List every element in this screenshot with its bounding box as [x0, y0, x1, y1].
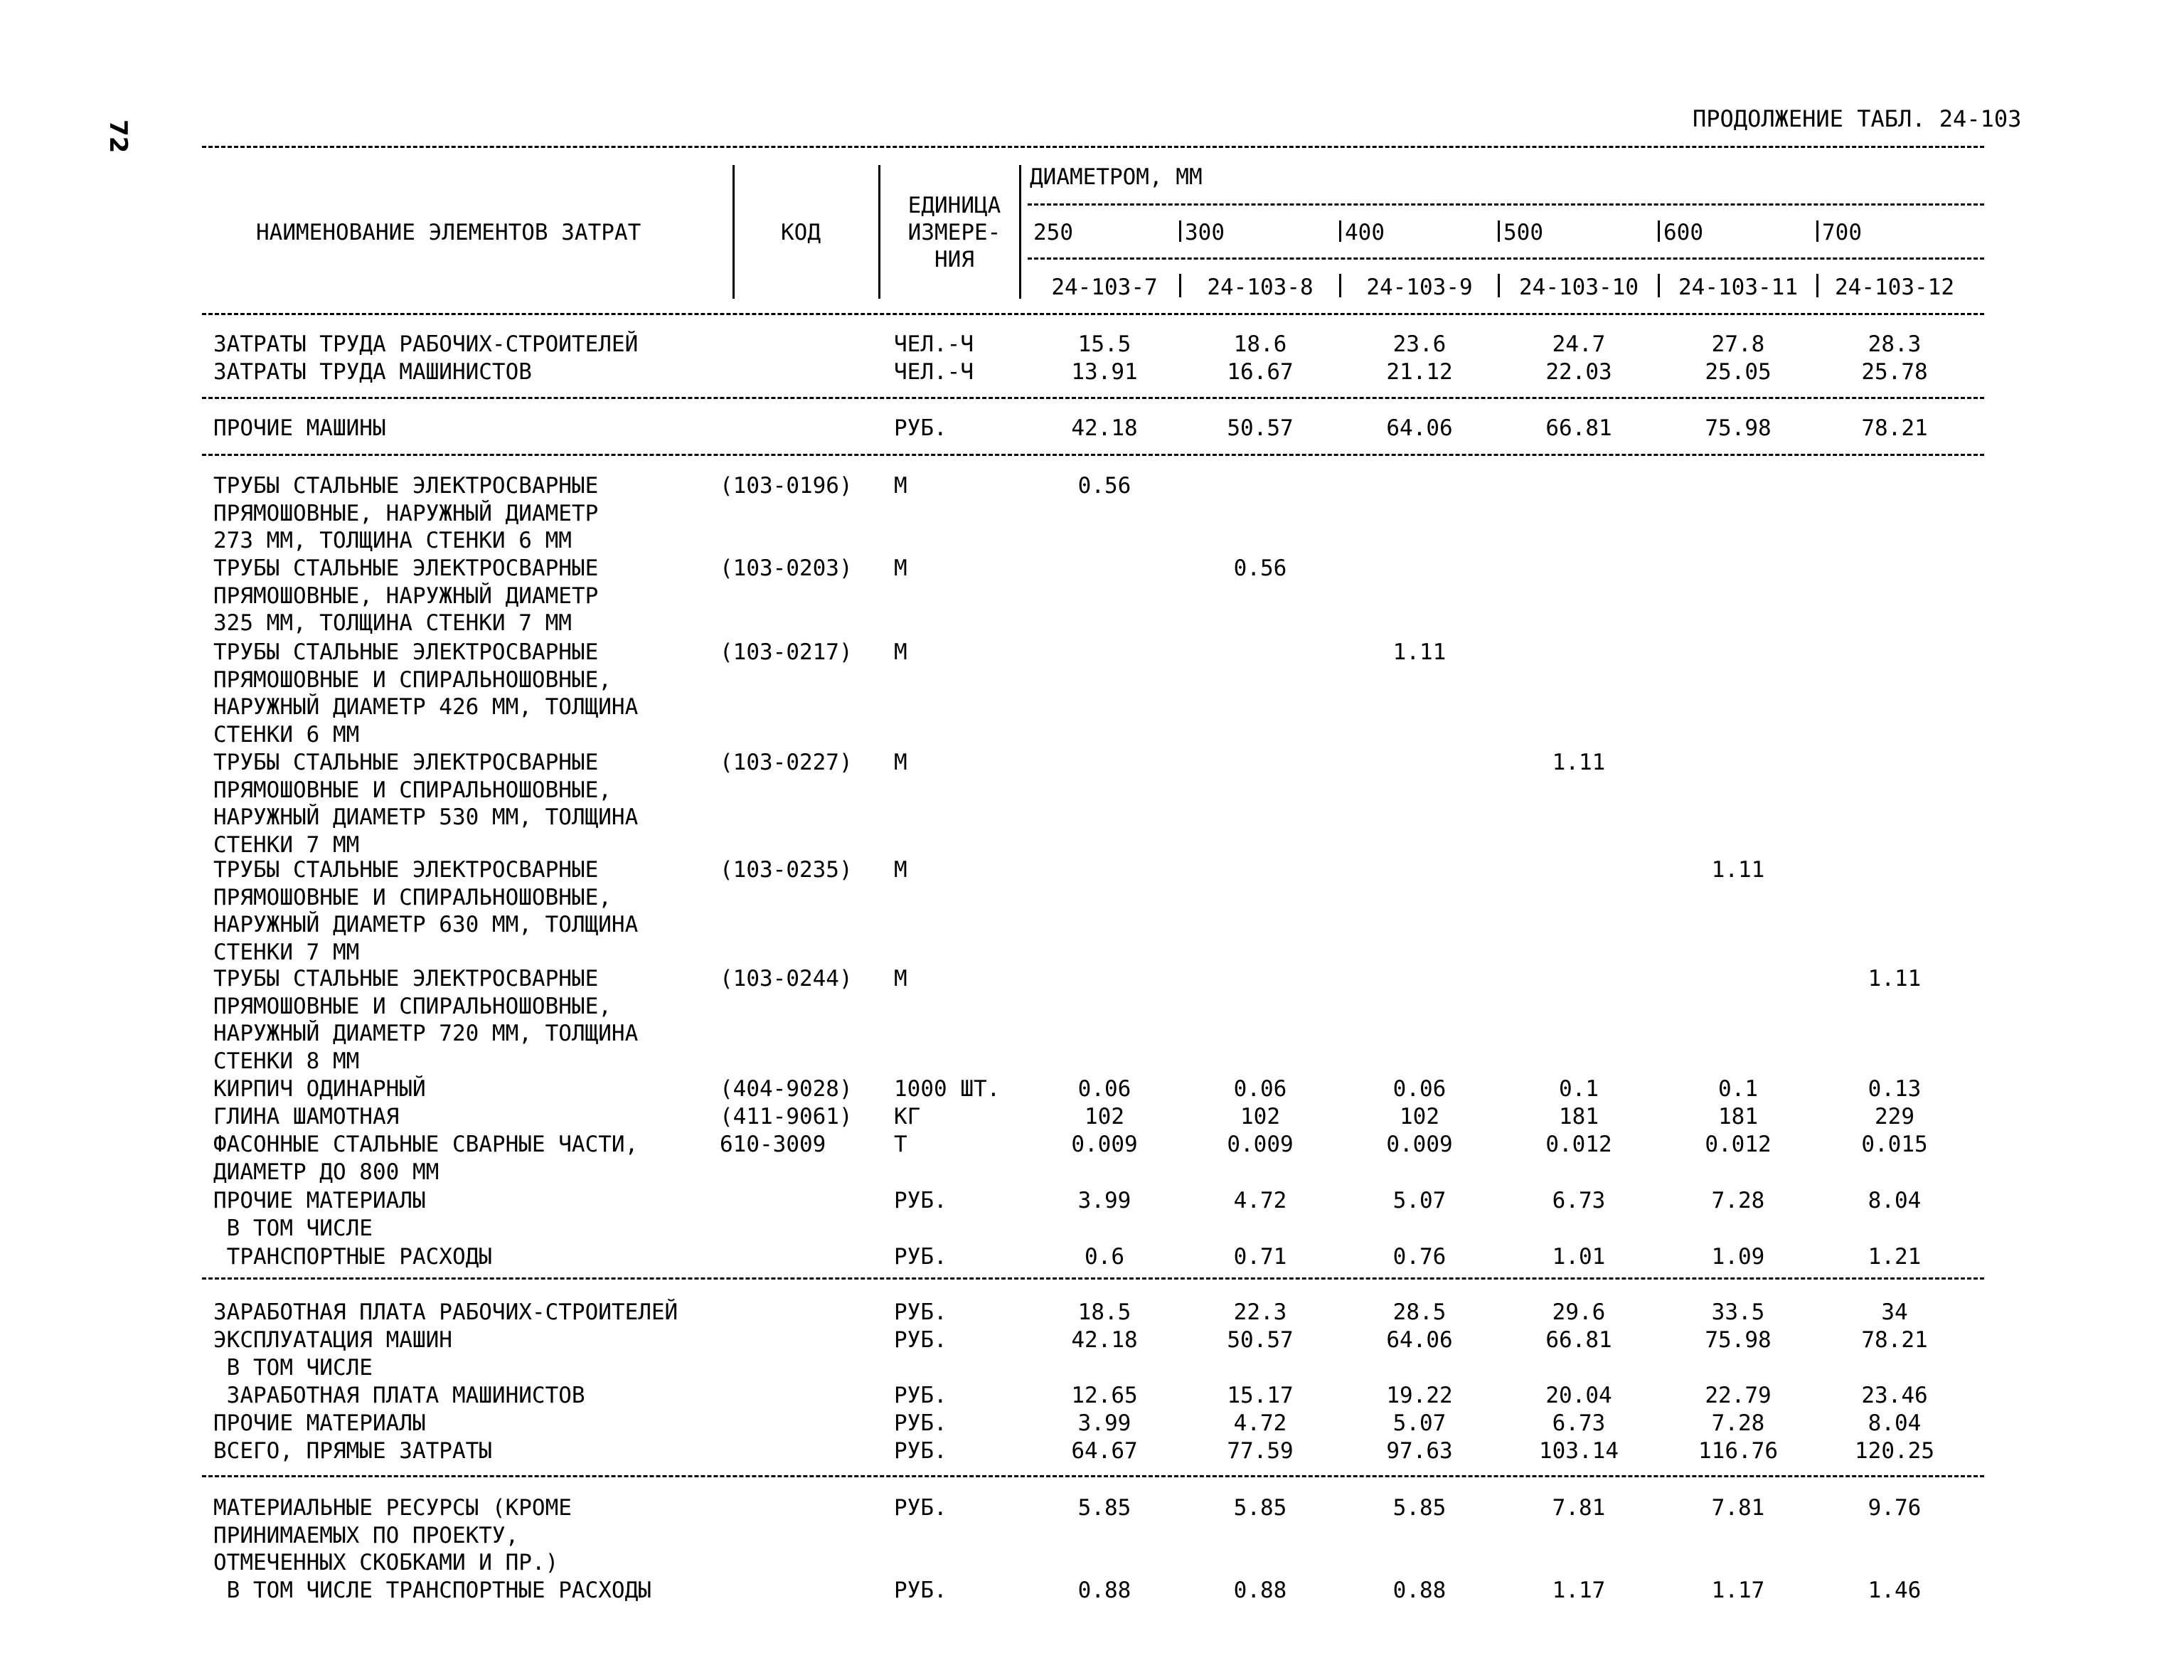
row-value: 23.6 [1392, 331, 1447, 357]
row-code: (103-0217) [720, 639, 853, 665]
row-name-line: 273 ММ, ТОЛЩИНА СТЕНКИ 6 ММ [213, 528, 572, 554]
section-rule [202, 454, 1984, 456]
row-value: 75.98 [1705, 415, 1772, 441]
row-value: 1.11 [1552, 750, 1606, 775]
row-value: 0.13 [1868, 1076, 1922, 1102]
row-value: 19.22 [1386, 1383, 1453, 1408]
row-code: (103-0196) [720, 473, 853, 499]
row-value: 4.72 [1233, 1410, 1287, 1436]
header-column-code: 24-103-8 [1207, 275, 1314, 300]
row-unit: РУБ. [894, 1299, 947, 1325]
row-unit: ЧЕЛ.-Ч [894, 331, 974, 357]
row-name-line: НАРУЖНЫЙ ДИАМЕТР 530 ММ, ТОЛЩИНА [213, 804, 639, 831]
row-value: 0.6 [1085, 1244, 1124, 1270]
row-unit: М [894, 639, 907, 665]
row-name-line: ВСЕГО, ПРЯМЫЕ ЗАТРАТЫ [213, 1438, 492, 1464]
row-code: (411-9061) [720, 1104, 853, 1129]
row-name-line: ЭКСПЛУАТАЦИЯ МАШИН [213, 1327, 452, 1353]
row-value: 42.18 [1071, 415, 1138, 441]
row-value: 181 [1559, 1104, 1599, 1129]
row-value: 12.65 [1071, 1383, 1138, 1408]
row-value: 50.57 [1227, 415, 1294, 441]
page-number: 72 [104, 119, 132, 154]
row-name-line: В ТОМ ЧИСЛЕ ТРАНСПОРТНЫЕ РАСХОДЫ [213, 1578, 651, 1603]
row-name-line: НАРУЖНЫЙ ДИАМЕТР 720 ММ, ТОЛЩИНА [213, 1021, 639, 1047]
header-divider-unit [1019, 165, 1021, 299]
row-unit: РУБ. [894, 1244, 947, 1270]
row-value: 1.01 [1552, 1244, 1606, 1270]
row-value: 5.07 [1392, 1188, 1447, 1213]
row-unit: М [894, 966, 907, 991]
row-value: 1.11 [1711, 857, 1765, 883]
header-divider-code [878, 165, 880, 299]
row-value: 18.6 [1233, 331, 1287, 357]
row-value: 5.07 [1392, 1410, 1447, 1436]
row-name-line: СТЕНКИ 8 ММ [213, 1048, 360, 1074]
row-value: 22.79 [1705, 1383, 1772, 1408]
row-value: 78.21 [1861, 415, 1928, 441]
row-value: 5.85 [1392, 1495, 1447, 1521]
row-value: 0.009 [1071, 1132, 1138, 1157]
row-value: 5.85 [1077, 1495, 1131, 1521]
section-rule [202, 1277, 1984, 1280]
row-value: 24.7 [1552, 331, 1606, 357]
row-unit: ЧЕЛ.-Ч [894, 359, 974, 385]
row-value: 0.88 [1392, 1578, 1447, 1603]
row-value: 13.91 [1071, 359, 1138, 385]
row-value: 7.28 [1711, 1410, 1765, 1436]
row-value: 0.56 [1077, 473, 1131, 499]
row-value: 8.04 [1868, 1410, 1922, 1436]
row-name-line: СТЕНКИ 7 ММ [213, 831, 360, 858]
header-diameter-value: 700 [1822, 220, 1862, 245]
row-value: 0.71 [1233, 1244, 1287, 1270]
continuation-title: ПРОДОЛЖЕНИЕ ТАБЛ. 24-103 [1693, 105, 2022, 132]
row-value: 78.21 [1861, 1327, 1928, 1353]
row-value: 34 [1881, 1299, 1908, 1325]
code-divider [1339, 274, 1341, 297]
row-value: 0.06 [1392, 1076, 1447, 1102]
row-value: 0.012 [1545, 1132, 1612, 1157]
row-name-line: ТРУБЫ СТАЛЬНЫЕ ЭЛЕКТРОСВАРНЫЕ [213, 473, 599, 499]
row-value: 28.3 [1868, 331, 1922, 357]
header-code: КОД [781, 220, 821, 245]
row-value: 3.99 [1077, 1410, 1131, 1436]
row-code: 610-3009 [720, 1132, 826, 1157]
row-value: 64.67 [1071, 1438, 1138, 1464]
header-diameter-value: 250 [1033, 220, 1073, 245]
row-value: 0.009 [1227, 1132, 1294, 1157]
row-value: 20.04 [1545, 1383, 1612, 1408]
row-name-line: НАРУЖНЫЙ ДИАМЕТР 630 ММ, ТОЛЩИНА [213, 912, 639, 938]
header-column-code: 24-103-10 [1519, 275, 1639, 300]
row-value: 64.06 [1386, 415, 1453, 441]
row-value: 21.12 [1386, 359, 1453, 385]
top-rule [202, 146, 1984, 148]
diameter-divider [1498, 220, 1500, 242]
row-name-line: ПРОЧИЕ МАТЕРИАЛЫ [213, 1188, 426, 1213]
row-value: 7.28 [1711, 1188, 1765, 1213]
row-unit: М [894, 555, 907, 581]
header-column-code: 24-103-7 [1051, 275, 1158, 300]
row-value: 66.81 [1545, 415, 1612, 441]
row-value: 75.98 [1705, 1327, 1772, 1353]
row-value: 1.21 [1868, 1244, 1922, 1270]
row-name-line: 325 ММ, ТОЛЩИНА СТЕНКИ 7 ММ [213, 610, 572, 637]
header-diameter-value: 600 [1663, 220, 1703, 245]
row-unit: РУБ. [894, 1383, 947, 1408]
row-name-line: НАРУЖНЫЙ ДИАМЕТР 426 ММ, ТОЛЩИНА [213, 694, 639, 721]
row-name-line: МАТЕРИАЛЬНЫЕ РЕСУРСЫ (КРОМЕ [213, 1495, 572, 1521]
codes-rule [1028, 257, 1984, 260]
row-name-line: В ТОМ ЧИСЛЕ [213, 1355, 373, 1381]
row-name-line: ПРЯМОШОВНЫЕ, НАРУЖНЫЙ ДИАМЕТР [213, 500, 599, 526]
header-bottom-rule [202, 313, 1984, 315]
header-diameter: ДИАМЕТРОМ, ММ [1030, 164, 1203, 190]
row-value: 77.59 [1227, 1438, 1294, 1464]
row-value: 0.06 [1077, 1076, 1131, 1102]
diameter-rule [1028, 203, 1984, 206]
row-value: 0.06 [1233, 1076, 1287, 1102]
row-value: 15.5 [1077, 331, 1131, 357]
row-name-line: СТЕНКИ 7 ММ [213, 939, 360, 965]
row-value: 50.57 [1227, 1327, 1294, 1353]
row-value: 42.18 [1071, 1327, 1138, 1353]
row-value: 8.04 [1868, 1188, 1922, 1213]
row-code: (103-0203) [720, 555, 853, 581]
row-name-line: КИРПИЧ ОДИНАРНЫЙ [213, 1076, 426, 1102]
row-value: 103.14 [1539, 1438, 1619, 1464]
row-value: 1.11 [1868, 966, 1922, 991]
row-name-line: ПРИНИМАЕМЫХ ПО ПРОЕКТУ, [213, 1522, 519, 1548]
row-code: (103-0244) [720, 966, 853, 991]
row-value: 0.1 [1559, 1076, 1599, 1102]
row-value: 16.67 [1227, 359, 1294, 385]
header-name: НАИМЕНОВАНИЕ ЭЛЕМЕНТОВ ЗАТРАТ [256, 220, 641, 245]
header-column-code: 24-103-11 [1678, 275, 1798, 300]
row-name-line: ТРУБЫ СТАЛЬНЫЕ ЭЛЕКТРОСВАРНЫЕ [213, 750, 599, 775]
row-value: 102 [1240, 1104, 1280, 1129]
header-diameter-value: 500 [1503, 220, 1543, 245]
row-value: 33.5 [1711, 1299, 1765, 1325]
row-value: 0.56 [1233, 555, 1287, 581]
row-code: (103-0235) [720, 857, 853, 883]
row-value: 18.5 [1077, 1299, 1131, 1325]
row-name-line: ДИАМЕТР ДО 800 ММ [213, 1159, 440, 1185]
row-value: 102 [1400, 1104, 1439, 1129]
row-name-line: ПРОЧИЕ МАШИНЫ [213, 415, 386, 441]
row-value: 6.73 [1552, 1410, 1606, 1436]
diameter-divider [1179, 220, 1181, 242]
header-column-code: 24-103-12 [1835, 275, 1954, 300]
header-column-code: 24-103-9 [1366, 275, 1473, 300]
row-unit: РУБ. [894, 415, 947, 441]
header-divider-name [733, 165, 735, 299]
row-value: 9.76 [1868, 1495, 1922, 1521]
row-value: 0.012 [1705, 1132, 1772, 1157]
row-unit: РУБ. [894, 1327, 947, 1353]
row-code: (404-9028) [720, 1076, 853, 1102]
row-value: 7.81 [1711, 1495, 1765, 1521]
row-value: 0.009 [1386, 1132, 1453, 1157]
row-name-line: ПРЯМОШОВНЫЕ, НАРУЖНЫЙ ДИАМЕТР [213, 583, 599, 609]
row-value: 28.5 [1392, 1299, 1447, 1325]
row-name-line: ПРЯМОШОВНЫЕ И СПИРАЛЬНОШОВНЫЕ, [213, 993, 612, 1019]
header-unit-line: НИЯ [934, 247, 974, 272]
row-value: 5.85 [1233, 1495, 1287, 1521]
row-unit: РУБ. [894, 1578, 947, 1603]
row-value: 23.46 [1861, 1383, 1928, 1408]
code-divider [1658, 274, 1660, 297]
row-value: 66.81 [1545, 1327, 1612, 1353]
row-name-line: ТРУБЫ СТАЛЬНЫЕ ЭЛЕКТРОСВАРНЫЕ [213, 857, 599, 883]
diameter-divider [1658, 220, 1660, 242]
header-unit-line: ИЗМЕРЕ- [907, 220, 1001, 245]
row-unit: М [894, 857, 907, 883]
row-value: 64.06 [1386, 1327, 1453, 1353]
row-name-line: ПРОЧИЕ МАТЕРИАЛЫ [213, 1410, 426, 1436]
row-name-line: ЗАТРАТЫ ТРУДА МАШИНИСТОВ [213, 359, 532, 385]
row-name-line: ЗАТРАТЫ ТРУДА РАБОЧИХ-СТРОИТЕЛЕЙ [213, 331, 639, 357]
row-value: 97.63 [1386, 1438, 1453, 1464]
row-name-line: ТРУБЫ СТАЛЬНЫЕ ЭЛЕКТРОСВАРНЫЕ [213, 555, 599, 581]
diameter-divider [1339, 220, 1341, 242]
row-value: 0.88 [1233, 1578, 1287, 1603]
header-unit-line: ЕДИНИЦА [907, 193, 1001, 218]
code-divider [1816, 274, 1818, 297]
row-value: 1.46 [1868, 1578, 1922, 1603]
row-value: 1.17 [1711, 1578, 1765, 1603]
row-value: 229 [1875, 1104, 1914, 1129]
row-value: 181 [1718, 1104, 1758, 1129]
row-unit: РУБ. [894, 1495, 947, 1521]
row-value: 0.1 [1718, 1076, 1758, 1102]
row-name-line: ПРЯМОШОВНЫЕ И СПИРАЛЬНОШОВНЫЕ, [213, 666, 612, 693]
row-name-line: ЗАРАБОТНАЯ ПЛАТА МАШИНИСТОВ [213, 1383, 585, 1408]
row-value: 0.76 [1392, 1244, 1447, 1270]
row-code: (103-0227) [720, 750, 853, 775]
row-value: 25.05 [1705, 359, 1772, 385]
row-value: 29.6 [1552, 1299, 1606, 1325]
row-value: 15.17 [1227, 1383, 1294, 1408]
row-unit: М [894, 750, 907, 775]
row-unit: РУБ. [894, 1410, 947, 1436]
row-value: 116.76 [1698, 1438, 1778, 1464]
section-rule [202, 1475, 1984, 1477]
row-value: 102 [1085, 1104, 1124, 1129]
row-value: 7.81 [1552, 1495, 1606, 1521]
row-value: 0.88 [1077, 1578, 1131, 1603]
row-value: 0.015 [1861, 1132, 1928, 1157]
row-value: 22.03 [1545, 359, 1612, 385]
row-name-line: ОТМЕЧЕННЫХ СКОБКАМИ И ПР.) [213, 1550, 559, 1576]
row-unit: РУБ. [894, 1438, 947, 1464]
row-name-line: ЗАРАБОТНАЯ ПЛАТА РАБОЧИХ-СТРОИТЕЛЕЙ [213, 1299, 678, 1325]
row-value: 3.99 [1077, 1188, 1131, 1213]
row-value: 22.3 [1233, 1299, 1287, 1325]
code-divider [1498, 274, 1500, 297]
row-unit: 1000 ШТ. [894, 1076, 1001, 1102]
diameter-divider [1816, 220, 1818, 242]
row-unit: М [894, 473, 907, 499]
row-unit: Т [894, 1132, 907, 1157]
row-value: 120.25 [1855, 1438, 1934, 1464]
row-value: 4.72 [1233, 1188, 1287, 1213]
header-diameter-value: 300 [1185, 220, 1225, 245]
header-diameter-value: 400 [1345, 220, 1385, 245]
code-divider [1179, 274, 1181, 297]
row-value: 1.17 [1552, 1578, 1606, 1603]
row-name-line: СТЕНКИ 6 ММ [213, 721, 360, 748]
row-name-line: ТРУБЫ СТАЛЬНЫЕ ЭЛЕКТРОСВАРНЫЕ [213, 966, 599, 991]
row-value: 1.09 [1711, 1244, 1765, 1270]
row-value: 6.73 [1552, 1188, 1606, 1213]
row-value: 25.78 [1861, 359, 1928, 385]
row-value: 27.8 [1711, 331, 1765, 357]
row-unit: КГ [894, 1104, 921, 1129]
section-rule [202, 397, 1984, 399]
row-name-line: ПРЯМОШОВНЫЕ И СПИРАЛЬНОШОВНЫЕ, [213, 884, 612, 910]
row-unit: РУБ. [894, 1188, 947, 1213]
row-name-line: ФАСОННЫЕ СТАЛЬНЫЕ СВАРНЫЕ ЧАСТИ, [213, 1132, 639, 1157]
row-name-line: ТРУБЫ СТАЛЬНЫЕ ЭЛЕКТРОСВАРНЫЕ [213, 639, 599, 665]
row-name-line: ТРАНСПОРТНЫЕ РАСХОДЫ [213, 1244, 492, 1270]
row-name-line: ГЛИНА ШАМОТНАЯ [213, 1104, 400, 1129]
row-name-line: ПРЯМОШОВНЫЕ И СПИРАЛЬНОШОВНЫЕ, [213, 777, 612, 803]
row-name-line: В ТОМ ЧИСЛЕ [213, 1216, 373, 1241]
row-value: 1.11 [1392, 639, 1447, 665]
